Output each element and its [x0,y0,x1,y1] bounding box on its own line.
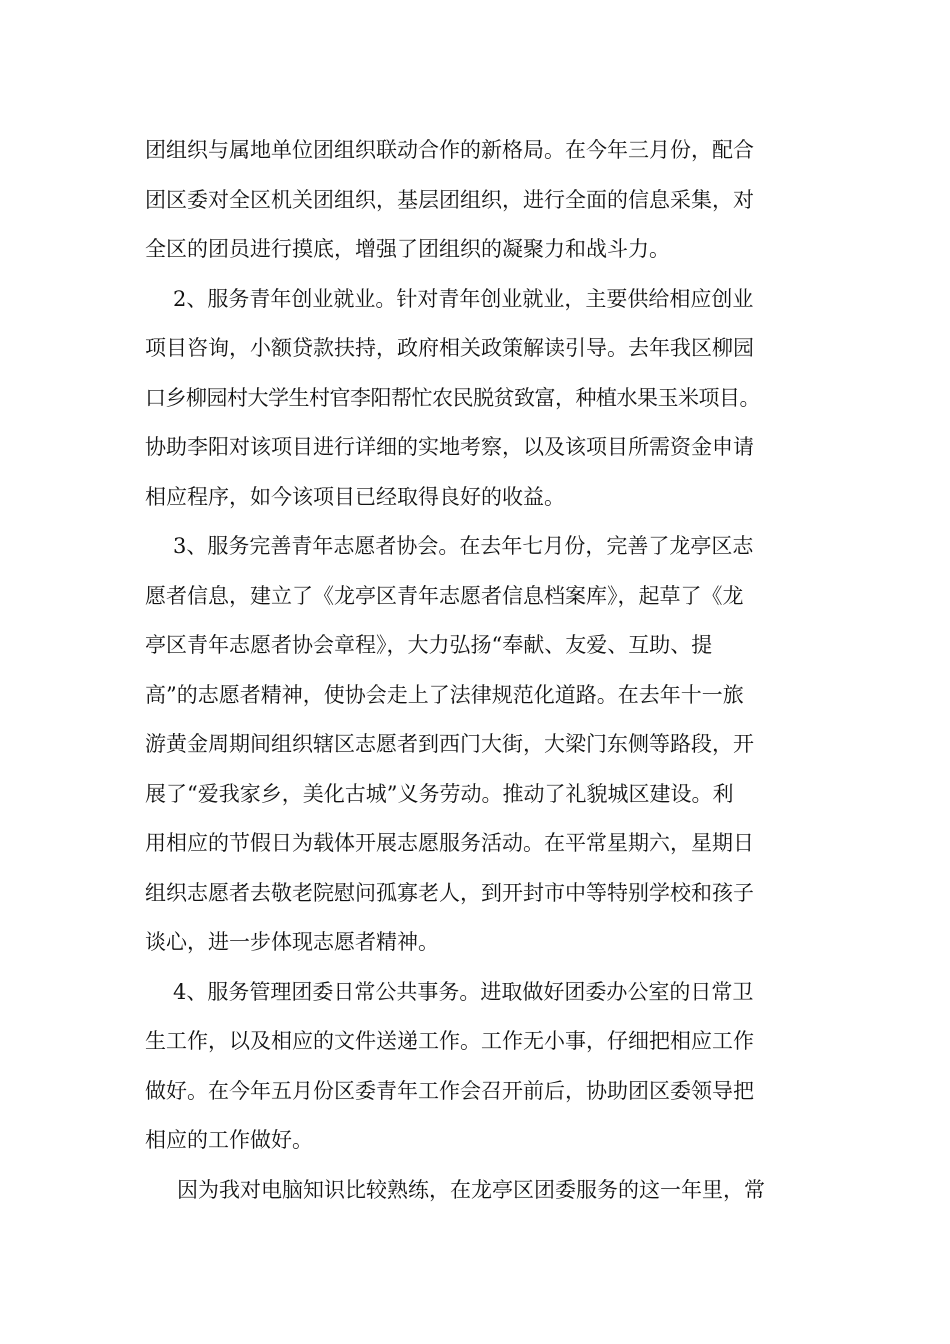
text-line: 3、服务完善青年志愿者协会。在去年七月份，完善了龙亭区志 [173,534,754,558]
text-line: 亭区青年志愿者协会章程》，大力弘扬“奉献、友爱、互助、提 [145,633,713,657]
text-line: 高”的志愿者精神，使协会走上了法律规范化道路。在去年十一旅 [145,682,744,707]
text-line: 口乡柳园村大学生村官李阳帮忙农民脱贫致富，种植水果玉米项目。 [145,385,760,410]
text-line: 2、服务青年创业就业。针对青年创业就业，主要供给相应创业 [173,286,754,311]
text-line: 用相应的节假日为载体开展志愿服务活动。在平常星期六，星期日 [145,831,754,855]
text-line: 游黄金周期间组织辖区志愿者到西门大街，大梁门东侧等路段，开 [145,732,754,756]
text-line: 团组织与属地单位团组织联动合作的新格局。在今年三月份，配合 [145,138,754,162]
text-line: 生工作，以及相应的文件送递工作。工作无小事，仔细把相应工作 [145,1029,754,1053]
text-line: 组织志愿者去敬老院慰问孤寡老人，到开封市中等特别学校和孩子 [145,880,754,905]
text-line: 因为我对电脑知识比较熟练，在龙亭区团委服务的这一年里，常 [177,1177,765,1202]
text-line: 谈心，进一步体现志愿者精神。 [145,930,439,954]
text-line: 4、服务管理团委日常公共事务。进取做好团委办公室的日常卫 [173,979,754,1004]
text-line: 相应的工作做好。 [145,1128,313,1152]
text-line: 做好。在今年五月份区委青年工作会召开前后，协助团区委领导把 [145,1078,754,1103]
text-line: 项目咨询，小额贷款扶持，政府相关政策解读引导。去年我区柳园 [145,336,754,360]
text-line: 全区的团员进行摸底，增强了团组织的凝聚力和战斗力。 [145,237,670,261]
document-body [145,126,805,1215]
text-line: 愿者信息，建立了《龙亭区青年志愿者信息档案库》，起草了《龙 [145,583,744,608]
text-line: 展了“爱我家乡，美化古城”义务劳动。推动了礼貌城区建设。利 [145,781,734,806]
text-line: 协助李阳对该项目进行详细的实地考察，以及该项目所需资金申请 [145,435,754,459]
text-line: 相应程序，如今该项目已经取得良好的收益。 [145,484,565,509]
text-line: 团区委对全区机关团组织，基层团组织，进行全面的信息采集，对 [145,187,754,212]
